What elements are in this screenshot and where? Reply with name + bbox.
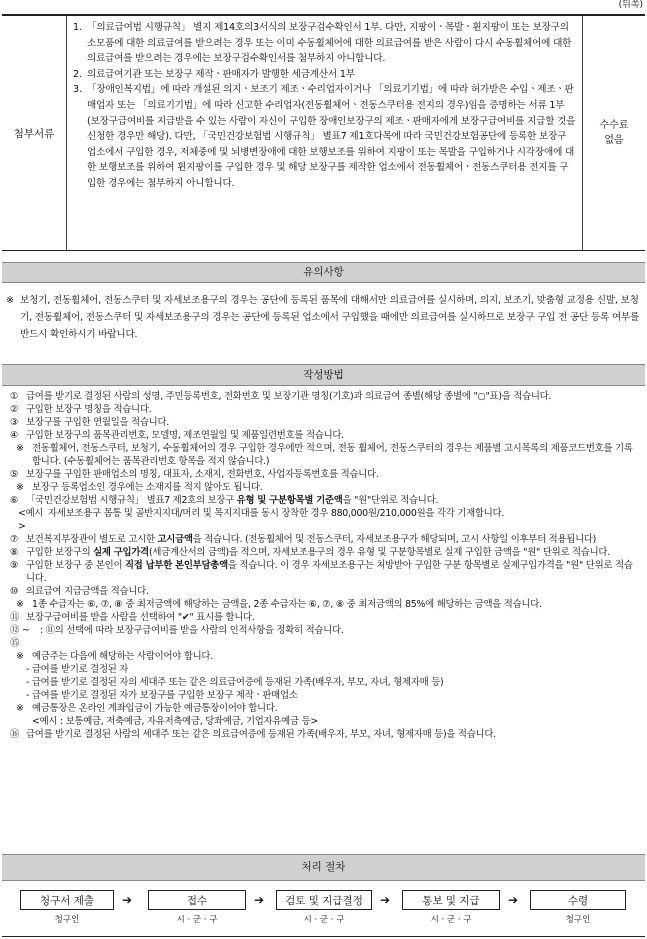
howto-text: 실제 구입가격	[93, 547, 149, 558]
bottom-rule	[2, 936, 645, 937]
howto-text: (세금계산서의 금액)을 적으며, 자세보조용구의 경우 유형 및 구분항목별로 실제 구입한 금액을 "원" 단위로 적습니다.	[148, 547, 610, 558]
howto-text: 급여를 받기로 결정된 사람의 성명, 주민등록번호, 전화번호 및 보장기관 명칭(기호)과 의료급여 종별(해당 종별에 "○"표)을 적습니다.	[26, 391, 552, 402]
howto-text: ②	[10, 404, 19, 415]
process-flow	[2, 884, 645, 936]
howto-sub	[10, 689, 639, 702]
attachment-num: 3.	[73, 84, 83, 96]
arrow-right-icon: ➔	[254, 893, 265, 907]
howto-text: ③	[10, 417, 19, 428]
howto-text: ④	[10, 430, 19, 441]
howto-text: <예시 : 보통예금, 저축예금, 자유저축예금, 당좌예금, 기업자유예금 등>	[32, 716, 318, 727]
howto-text: ※	[16, 703, 24, 714]
process-step-actor: 시 · 군 · 구	[430, 915, 472, 925]
howto-row	[10, 494, 639, 507]
howto-text: 을 적습니다. (전동휠체어 및 전동스쿠터, 자세보조용구가 해당되며, 고시 사항일 이후부터 적용됩니다)	[192, 534, 597, 545]
notice-header: 유의사항	[2, 262, 645, 283]
howto-text: ※	[16, 599, 24, 610]
howto-text: - 급여를 받기로 결정된 자	[26, 664, 129, 675]
notice-text: 보청기, 전동휠체어, 전동스쿠터 및 자세보조용구의 경우는 공단에 등록된 품목에 대해서만 의료급여를 실시하며, 의지, 보조기, 맞춤형 교정용 신발, 보청기, 전동휠체어, 전동스쿠터 및 자세보조용구의 경우는 공단에 등록된 업소에서 구입했을 때에만 의료급여를 실시하므로 보장구 구입 전 공단 등록 여부를 반드시 확인하시기 바랍니다.	[20, 295, 640, 340]
howto-text: ⑦	[10, 534, 19, 545]
howto-example	[10, 715, 639, 728]
howto-text: ⑪	[10, 612, 20, 623]
howto-header: 작성방법	[2, 364, 645, 386]
attachment-text: 「의료급여법 시행규칙」 별지 제14호의3서식의 보장구검수확인서 1부. 다만, 지팡이ㆍ목발ㆍ휜지팡이 또는 보장구의 소모품에 대한 의료급여를 받으려는 경우 또는 이미 수동휠체어에 대한 의료급여를 받은 사람이 다시 수동휠체어에 대한 의료급여를 받으려는 경우에는 보장구검수확인서를 첨부하지 아니합니다.	[87, 22, 572, 65]
howto-example	[10, 507, 639, 533]
howto-text: 구입한 보장구 명칭을 적습니다.	[26, 404, 152, 415]
howto-text: 보건복지부장관이 별도로 고시한	[26, 534, 158, 545]
attachments-list	[67, 16, 583, 250]
howto-text: 을 적습니다. 이 경우 자세보조용구는 처방받아 구입한 구분 항목별로 실제구입가격을 "원" 단위로 적습니다.	[26, 560, 633, 584]
attachment-text: 의료급여기관 또는 보장구 제작ㆍ판매자가 발행한 세금계산서 1부	[87, 68, 355, 80]
howto-row	[10, 403, 639, 416]
howto-text: 급여를 받기로 결정된 사람의 세대주 또는 같은 의료급여증에 등재된 가족(배우자, 부모, 자녀, 형제자매 등)을 적습니다.	[26, 729, 496, 740]
howto-text: - 급여를 받기로 결정된 자가 보장구를 구입한 보장구 제작ㆍ판매업소	[26, 690, 298, 701]
howto-text: 고시금액	[157, 534, 193, 545]
howto-text: 보장구를 구입한 연월일을 적습니다.	[26, 417, 170, 428]
howto-text: 유형 및 구분항목별 기준액	[236, 495, 343, 506]
fee-cell	[583, 16, 645, 250]
howto-text: : ⑪의 선택에 따라 보장구급여비를 받을 사람의 인적사항을 정확히 적습니다.	[40, 625, 344, 636]
attachment-num: 1.	[73, 22, 83, 33]
howto-row	[10, 390, 639, 403]
attachment-text: 「장애인복지법」에 따라 개설된 의지ㆍ보조기 제조ㆍ수리업자이거나 「의료기기법」에 따라 허가받은 수입ㆍ제조ㆍ판매업자 또는 「의료기기법」에 따라 신고한 수리업자(전동휠체어ㆍ전동스쿠터용 전지의 경우)임을 증명하는 서류 1부(보장구급여비를 지급받을 수 있는 사람이 자신이 구입한 장애인보장구의 제조ㆍ판매자에게 보장구급여비를 지급할 것을 신청한 경우만 해당). 다만, 「국민건강보험법 시행규칙」 별표7 제1호다목에 따라 국민건강보험공단에 등록한 보장구 업소에서 구입한 경우, 저체중에 및 뇌병변장애에 대한 보행보조를 위하여 지팡이 또는 목발을 구입하거나 시각장애에 대한 보행보조를 위하여 휜지팡이를 구입한 경우 및 해당 보장구를 제작한 업소에서 전동휠체어ㆍ전동스쿠터용 전지를 구입한 경우에는 첨부하지 아니합니다.	[87, 84, 576, 189]
process-step-submit: 청구서 제출	[20, 890, 114, 910]
attachment-item	[73, 82, 576, 191]
howto-sub	[10, 676, 639, 689]
howto-text: 1종 수급자는 ⑥, ⑦, ⑧ 중 최저금액에 해당하는 금액을, 2종 수급자는 ⑥, ⑦, ⑧ 중 최저금액의 85%에 해당하는 금액을 적습니다.	[32, 599, 542, 610]
howto-note	[10, 702, 639, 715]
howto-text: 예금통장은 온라인 계좌입금이 가능한 예금통장이어야 합니다.	[32, 703, 278, 714]
howto-text: ⑫ ~ ⑮	[10, 625, 30, 649]
howto-text: 보장구 등록업소인 경우에는 소재지를 적지 않아도 됩니다.	[32, 482, 263, 493]
howto-text: 보장구를 구입한 판매업소의 명칭, 대표자, 소재지, 전화번호, 사업자등록번호를 적습니다.	[26, 469, 379, 480]
howto-text: <예시>	[18, 508, 44, 532]
howto-text: ⑩	[10, 586, 19, 597]
process-step-notify: 통보 및 지급	[402, 890, 500, 910]
process-step-receive: 접수	[148, 890, 246, 910]
howto-text: 예금주는 다음에 해당하는 사람이어야 합니다.	[32, 651, 213, 662]
howto-text: ⑯	[10, 729, 20, 740]
howto-note	[10, 442, 639, 468]
fee-text: 수수료 없음	[599, 120, 629, 146]
process-step-actor: 청구인	[565, 915, 591, 925]
attachment-num: 2.	[73, 68, 83, 80]
attachments-label: 첨부서류	[2, 16, 67, 250]
howto-row	[10, 559, 639, 585]
howto-row	[10, 611, 639, 624]
howto-text: ※	[16, 651, 24, 662]
attachment-item	[73, 67, 576, 83]
howto-text: ①	[10, 391, 19, 402]
howto-text: ⑤	[10, 469, 19, 480]
howto-text: 보장구급여비를 받을 사람을 선택하여 "✔" 표시를 합니다.	[26, 612, 255, 623]
arrow-right-icon: ➔	[380, 893, 391, 907]
howto-text: 전동휠체어, 전동스쿠터, 보청기, 수동휠체어의 경우 구입한 경우에만 적으며, 전동 휠체어, 전동스쿠터의 경우는 제품별 고시목록의 제품코드번호를 기록합니다. (수동휠체어는 품목관리번호 항목을 적지 않습니다.)	[32, 443, 633, 467]
arrow-right-icon: ➔	[122, 893, 133, 907]
notice-mark: ※	[6, 295, 14, 306]
arrow-right-icon: ➔	[508, 893, 519, 907]
process-step-receipt: 수령	[530, 890, 626, 910]
process-step-review: 검토 및 지급결정	[276, 890, 372, 910]
attachments-table	[2, 14, 645, 251]
howto-row	[10, 585, 639, 598]
howto-text: - 급여를 받기로 결정된 자의 세대주 또는 같은 의료급여증에 등재된 가족(배우자, 부모, 자녀, 형제자매 등)	[26, 677, 444, 688]
back-page-label: (뒤쪽)	[618, 0, 643, 10]
howto-row	[10, 429, 639, 442]
howto-text: ※	[16, 482, 24, 493]
process-step-actor: 청구인	[54, 915, 80, 925]
howto-text: ⑥	[10, 495, 19, 506]
howto-text: 구입한 보장구 중 본인이	[26, 560, 125, 571]
howto-note	[10, 650, 639, 663]
howto-row	[10, 728, 639, 741]
howto-note	[10, 481, 639, 494]
howto-text: ※	[16, 443, 24, 454]
howto-text: 을 "원"단위로 적습니다.	[342, 495, 439, 506]
howto-sub	[10, 663, 639, 676]
howto-text: 구입한 보장구의 품목관리번호, 모델명, 제조연월일 및 제품일련번호를 적습니다.	[26, 430, 344, 441]
howto-body	[2, 388, 645, 741]
howto-text: 자세보조용구 몸통 및 골반지지대/머리 및 목지지대를 동시 장착한 경우 880,000원/210,000원을 각각 기재합니다.	[48, 508, 505, 519]
howto-row	[10, 468, 639, 481]
attachment-item	[73, 20, 576, 67]
process-step-actor: 시 · 군 · 구	[303, 915, 345, 925]
howto-row	[10, 416, 639, 429]
howto-text: 의료급여 지급금액을 적습니다.	[26, 586, 149, 597]
howto-text: ⑧	[10, 547, 19, 558]
howto-text: 직접 납부한 본인부담총액	[124, 560, 228, 571]
process-step-actor: 시 · 군 · 구	[176, 915, 218, 925]
howto-text: ⑨	[10, 560, 19, 571]
howto-row	[10, 546, 639, 559]
howto-row	[10, 533, 639, 546]
notice-body	[2, 286, 645, 354]
howto-row	[10, 624, 639, 650]
process-header: 처리 절차	[2, 854, 645, 881]
howto-text: 「국민건강보험법 시행규칙」 별표7 제2호의 보장구	[26, 495, 237, 506]
howto-note	[10, 598, 639, 611]
howto-text: 구입한 보장구의	[26, 547, 94, 558]
